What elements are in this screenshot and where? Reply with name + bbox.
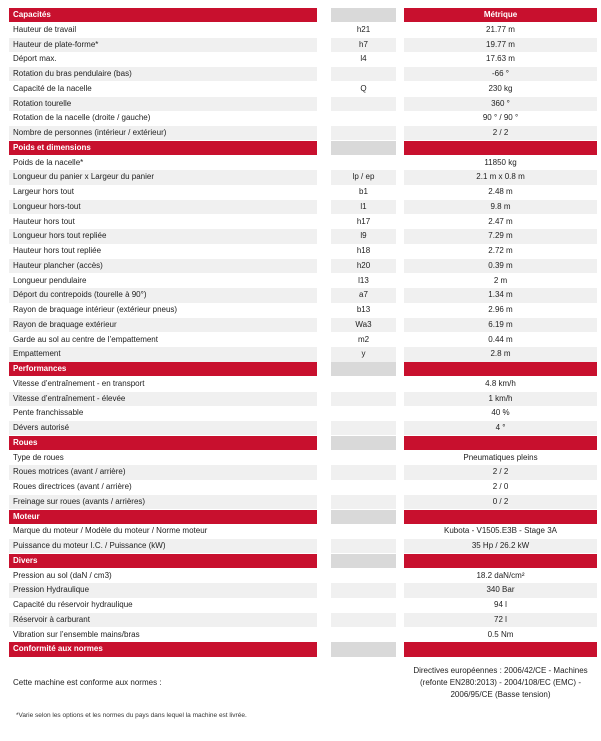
spec-label: Hauteur de travail xyxy=(13,24,77,34)
section-header xyxy=(9,436,597,450)
section-title: Capacités xyxy=(9,8,317,22)
section-title: Roues xyxy=(9,436,317,450)
spec-label: Longueur pendulaire xyxy=(13,275,87,285)
spec-value: -66 ° xyxy=(404,67,597,81)
section-header-unit xyxy=(404,510,597,524)
section-header xyxy=(9,362,597,376)
table-row xyxy=(9,97,597,111)
spec-label: Longueur hors-tout xyxy=(9,200,317,214)
table-row xyxy=(9,318,597,332)
table-row xyxy=(9,288,597,302)
spec-label: Hauteur hors tout xyxy=(13,216,75,226)
table-row xyxy=(9,613,597,627)
section-header-blank xyxy=(331,436,396,450)
spec-value: 1 km/h xyxy=(404,392,597,406)
table-row xyxy=(9,377,597,391)
spec-symbol xyxy=(331,583,396,597)
table-row xyxy=(9,495,597,509)
section-header-unit xyxy=(404,436,597,450)
spec-value: 230 kg xyxy=(488,83,513,93)
spec-symbol xyxy=(331,569,396,583)
section-header-unit xyxy=(404,554,597,568)
spec-symbol: b13 xyxy=(356,305,371,315)
table-row xyxy=(9,524,597,538)
spec-label: Marque du moteur / Modèle du moteur / Norme moteur xyxy=(13,526,208,536)
spec-symbol: l13 xyxy=(358,275,369,285)
spec-label: Capacité de la nacelle xyxy=(13,83,92,93)
spec-label: Roues motrices (avant / arrière) xyxy=(9,465,317,479)
spec-symbol xyxy=(331,111,396,125)
table-row xyxy=(9,156,597,170)
section-header xyxy=(9,554,597,568)
spec-value: 2.47 m xyxy=(488,216,513,226)
spec-value: 19.77 m xyxy=(404,38,597,52)
spec-label: Pente franchissable xyxy=(13,408,84,418)
spec-value: 2 / 2 xyxy=(404,465,597,479)
spec-symbol xyxy=(331,392,396,406)
spec-value: Kubota - V1505.E3B - Stage 3A xyxy=(444,526,557,536)
spec-symbol xyxy=(331,539,396,553)
spec-value: 17.63 m xyxy=(486,54,515,64)
table-row xyxy=(9,657,597,709)
table-row xyxy=(9,392,597,406)
section-header-unit: Métrique xyxy=(404,8,597,22)
section-header xyxy=(9,510,597,524)
spec-symbol xyxy=(331,465,396,479)
table-row xyxy=(9,259,597,273)
spec-symbol xyxy=(331,156,396,170)
spec-symbol: l9 xyxy=(331,229,396,243)
table-row xyxy=(9,628,597,642)
spec-label: Hauteur de plate-forme* xyxy=(9,38,317,52)
spec-label: Hauteur hors tout repliée xyxy=(13,246,102,256)
spec-symbol: l1 xyxy=(331,200,396,214)
table-row xyxy=(9,451,597,465)
table-row xyxy=(9,347,597,361)
spec-label: Vibration sur l’ensemble mains/bras xyxy=(13,629,140,639)
spec-symbol xyxy=(331,480,396,494)
table-row xyxy=(9,38,597,52)
spec-symbol xyxy=(331,524,396,538)
section-header-blank xyxy=(331,141,396,155)
spec-value: 94 l xyxy=(494,600,507,610)
spec-symbol xyxy=(331,613,396,627)
spec-label: Pression Hydraulique xyxy=(9,583,317,597)
spec-label: Hauteur plancher (accès) xyxy=(9,259,317,273)
spec-value: 18.2 daN/cm² xyxy=(476,570,525,580)
table-row xyxy=(9,244,597,258)
section-header-blank xyxy=(331,510,396,524)
spec-label: Roues directrices (avant / arrière) xyxy=(13,482,132,492)
spec-value: 360 ° xyxy=(404,97,597,111)
table-row xyxy=(9,406,597,420)
table-row xyxy=(9,569,597,583)
spec-value: 2.72 m xyxy=(488,246,513,256)
table-row xyxy=(9,539,597,553)
spec-symbol: y xyxy=(331,347,396,361)
spec-label: Largeur hors tout xyxy=(13,187,74,197)
spec-label: Nombre de personnes (intérieur / extérieur) xyxy=(9,126,317,140)
spec-value: 21.77 m xyxy=(486,24,515,34)
spec-label: Longueur du panier x Largeur du panier xyxy=(9,170,317,184)
section-header xyxy=(9,8,597,22)
spec-symbol xyxy=(331,495,396,509)
spec-label: Rayon de braquage extérieur xyxy=(9,318,317,332)
spec-label: Rotation de la nacelle (droite / gauche) xyxy=(13,113,151,123)
spec-symbol: lp / ep xyxy=(331,170,396,184)
spec-value: 40 % xyxy=(491,408,510,418)
spec-symbol xyxy=(331,126,396,140)
table-row xyxy=(9,421,597,435)
spec-symbol: Wa3 xyxy=(331,318,396,332)
spec-label: Longueur hors tout repliée xyxy=(9,229,317,243)
spec-label: Rotation tourelle xyxy=(9,97,317,111)
spec-label: Garde au sol au centre de l’empattement xyxy=(13,334,158,344)
spec-value: 0.44 m xyxy=(488,334,513,344)
spec-symbol xyxy=(331,598,396,612)
section-header-blank xyxy=(331,362,396,376)
spec-value: 4 ° xyxy=(404,421,597,435)
table-row xyxy=(9,480,597,494)
spec-symbol xyxy=(331,67,396,81)
table-row xyxy=(9,126,597,140)
spec-symbol: Q xyxy=(360,83,367,93)
spec-label: Capacité du réservoir hydraulique xyxy=(13,600,133,610)
spec-symbol: h17 xyxy=(356,216,371,226)
table-row xyxy=(9,200,597,214)
spec-value: 2 / 2 xyxy=(404,126,597,140)
table-row xyxy=(9,170,597,184)
spec-value: 11850 kg xyxy=(484,157,517,167)
section-header-blank xyxy=(331,554,396,568)
spec-value: 2.96 m xyxy=(488,305,513,315)
spec-label: Poids de la nacelle* xyxy=(13,157,84,167)
spec-label: Pression au sol (daN / cm3) xyxy=(13,570,112,580)
table-row xyxy=(9,465,597,479)
spec-value: 4.8 km/h xyxy=(485,378,516,388)
table-row xyxy=(9,598,597,612)
table-row xyxy=(9,583,597,597)
section-header-unit xyxy=(404,141,597,155)
section-header xyxy=(9,642,597,656)
spec-symbol: l4 xyxy=(360,54,367,64)
table-row xyxy=(9,333,597,347)
spec-symbol xyxy=(331,657,396,709)
spec-symbol xyxy=(331,406,396,420)
spec-label: Cette machine est conforme aux normes : xyxy=(13,678,162,687)
table-row xyxy=(9,23,597,37)
spec-value: 0 / 2 xyxy=(404,495,597,509)
spec-value: 2 / 0 xyxy=(492,482,509,492)
table-row xyxy=(9,185,597,199)
spec-value: 2 m xyxy=(493,275,508,285)
section-title: Conformité aux normes xyxy=(9,642,317,656)
section-header-unit xyxy=(404,642,597,656)
spec-label: Puissance du moteur I.C. / Puissance (kW) xyxy=(9,539,317,553)
spec-value: 9.8 m xyxy=(404,200,597,214)
spec-value: 72 l xyxy=(404,613,597,627)
spec-label: Vitesse d’entraînement - élevée xyxy=(9,392,317,406)
table-row xyxy=(9,111,597,125)
section-header-blank xyxy=(331,642,396,656)
section-title: Divers xyxy=(9,554,317,568)
spec-symbol: h21 xyxy=(356,24,371,34)
section-header xyxy=(9,141,597,155)
table-row xyxy=(9,82,597,96)
spec-value: 2.1 m x 0.8 m xyxy=(404,170,597,184)
spec-label: Vitesse d’entraînement - en transport xyxy=(13,378,145,388)
spec-value: 1.34 m xyxy=(404,288,597,302)
spec-label: Freinage sur roues (avants / arrières) xyxy=(9,495,317,509)
spec-value: Pneumatiques pleins xyxy=(463,452,538,462)
spec-value: 2.48 m xyxy=(488,187,513,197)
footnote: *Varie selon les options et les normes du pays dans lequel la machine est livrée. xyxy=(16,712,247,719)
spec-label: Empattement xyxy=(9,347,317,361)
spec-value: Directives européennes : 2006/42/CE - Machines (refonte EN280:2013) - 2004/108/EC (EMC) - 2006/95/CE (Basse tension) xyxy=(413,666,588,699)
spec-symbol: a7 xyxy=(331,288,396,302)
spec-label: Dévers autorisé xyxy=(9,421,317,435)
spec-value: 340 Bar xyxy=(404,583,597,597)
section-header-unit xyxy=(404,362,597,376)
table-row xyxy=(9,229,597,243)
spec-symbol xyxy=(331,377,396,391)
spec-label: Réservoir à carburant xyxy=(9,613,317,627)
spec-value: 35 Hp / 26.2 kW xyxy=(404,539,597,553)
spec-symbol: h7 xyxy=(331,38,396,52)
spec-value: 0.39 m xyxy=(404,259,597,273)
spec-label: Rayon de braquage intérieur (extérieur pneus) xyxy=(13,305,178,315)
spec-symbol xyxy=(331,97,396,111)
section-title: Poids et dimensions xyxy=(9,141,317,155)
spec-value: 7.29 m xyxy=(404,229,597,243)
spec-symbol: m2 xyxy=(357,334,370,344)
section-title: Performances xyxy=(9,362,317,376)
table-row xyxy=(9,303,597,317)
spec-value: 2.8 m xyxy=(404,347,597,361)
spec-symbol: b1 xyxy=(359,187,368,197)
table-row xyxy=(9,274,597,288)
table-row xyxy=(9,52,597,66)
spec-symbol xyxy=(331,421,396,435)
spec-label: Type de roues xyxy=(13,452,64,462)
section-title: Moteur xyxy=(9,510,317,524)
table-row xyxy=(9,215,597,229)
table-row xyxy=(9,67,597,81)
spec-value: 90 ° / 90 ° xyxy=(482,113,519,123)
spec-label: Déport max. xyxy=(13,54,57,64)
spec-label: Déport du contrepoids (tourelle à 90°) xyxy=(9,288,317,302)
spec-value: 6.19 m xyxy=(404,318,597,332)
section-header-blank xyxy=(331,8,396,22)
spec-symbol xyxy=(331,628,396,642)
spec-symbol xyxy=(331,451,396,465)
spec-symbol: h20 xyxy=(331,259,396,273)
spec-value: 0.5 Nm xyxy=(487,629,514,639)
spec-symbol: h18 xyxy=(356,246,371,256)
spec-label: Rotation du bras pendulaire (bas) xyxy=(9,67,317,81)
